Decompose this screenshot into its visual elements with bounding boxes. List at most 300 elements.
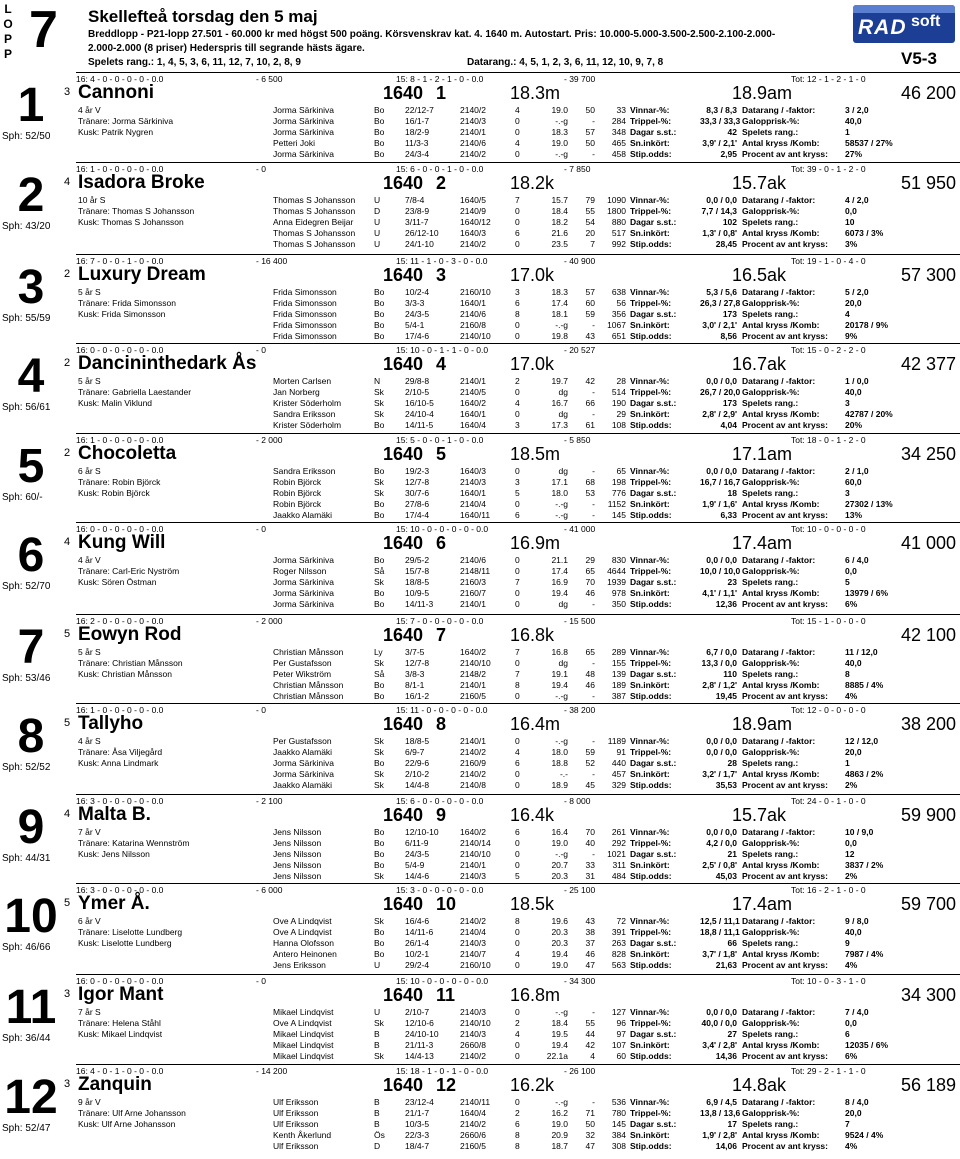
start-cell: 24/1-10: [405, 239, 434, 249]
summary-16-amount: - 16 400: [256, 256, 288, 266]
start-cell: Jorma Särkiniva: [273, 769, 334, 779]
start-cell: 6: [515, 228, 520, 238]
stat-value: 16,7 / 16,7: [700, 477, 741, 487]
start-cell: Jens Nilsson: [273, 838, 322, 848]
start-cell: 29: [616, 409, 626, 419]
horse-info-line: Tränare: Christian Månsson: [78, 658, 183, 668]
start-cell: 0: [515, 116, 520, 126]
summary-16-amount: - 0: [256, 164, 266, 174]
start-cell: 2140/6: [460, 555, 486, 565]
start-cell: 21.1: [551, 555, 568, 565]
start-cell: 16.4: [551, 827, 568, 837]
horse-entry: [0, 343, 960, 433]
start-cell: 2140/4: [460, 927, 486, 937]
stat-value: 12,36: [715, 599, 737, 609]
horse-entry: [0, 1064, 960, 1154]
best-time: 14.8ak: [732, 1075, 787, 1095]
stat-value: 173: [722, 398, 737, 408]
start-cell: Jorma Särkiniva: [273, 758, 334, 768]
horse-info-line: Kusk: Thomas S Johansson: [78, 217, 184, 227]
start-cell: Jens Nilsson: [273, 860, 322, 870]
horse-number: 5: [64, 717, 71, 729]
start-cell: 60: [585, 298, 595, 308]
stat-label: Dagar s.st.:: [630, 758, 677, 768]
stat-value: 60,0: [845, 477, 862, 487]
start-cell: -: [592, 510, 595, 520]
start-cell: Bo: [374, 691, 385, 701]
stat-value: 28: [727, 758, 737, 768]
stat-value: 6%: [845, 599, 858, 609]
summary-16-amount: - 2 000: [256, 435, 283, 445]
start-cell: 6: [515, 1119, 520, 1129]
start-cell: 71: [585, 1108, 595, 1118]
start-cell: B: [374, 1029, 380, 1039]
start-cell: 20.3: [551, 871, 568, 881]
start-cell: 14/4-6: [405, 871, 430, 881]
summary-total: Tot: 19 - 1 - 0 - 4 - 0: [791, 256, 866, 266]
stat-label: Spelets rang.:: [742, 758, 799, 768]
stat-label: Antal kryss /Komb:: [742, 1130, 820, 1140]
datarang: Datarang.: 4, 5, 1, 2, 3, 6, 11, 12, 10, 9, 7, 8: [467, 57, 664, 68]
start-position: 1: [17, 79, 45, 132]
start-row: [0, 488, 960, 499]
start-cell: -: [592, 691, 595, 701]
start-cell: N: [374, 376, 381, 386]
start-cell: 198: [611, 477, 626, 487]
horse-name: Zanquin: [78, 1074, 152, 1095]
stat-value: 3,9' / 2,1': [702, 138, 737, 148]
stat-value: 21,63: [715, 960, 737, 970]
start-cell: -.-g: [555, 320, 568, 330]
start-position: 8: [17, 710, 45, 763]
start-cell: 44: [585, 1029, 595, 1039]
best-time: 17.4am: [732, 894, 793, 914]
start-cell: Thomas S Johansson: [273, 228, 356, 238]
horse-info-line: 4 år V: [78, 555, 101, 565]
start-cell: 17/4-6: [405, 331, 430, 341]
start-cell: Christian Månsson: [273, 680, 344, 690]
stat-value: 26,3 / 27,8: [700, 298, 741, 308]
stat-label: Sn.inkört:: [630, 769, 670, 779]
stat-label: Trippel-%:: [630, 206, 672, 216]
start-cell: 16/1-7: [405, 116, 430, 126]
start-cell: 45: [585, 780, 595, 790]
stat-value: 40,0: [845, 927, 862, 937]
stat-label: Spelets rang.:: [742, 669, 799, 679]
horse-name: Eowyn Rod: [78, 624, 182, 645]
stat-label: Spelets rang.:: [742, 309, 799, 319]
horse-name: Chocoletta: [78, 443, 177, 464]
stat-label: Procent av ant kryss:: [742, 599, 828, 609]
summary-total: Tot: 12 - 0 - 0 - 0 - 0: [791, 705, 866, 715]
stat-label: Trippel-%:: [630, 1108, 672, 1118]
start-cell: Bo: [374, 287, 385, 297]
start-cell: 391: [611, 927, 626, 937]
start-cell: 1067: [607, 320, 626, 330]
start-spår: 11: [436, 985, 456, 1005]
stat-value: 20,0: [845, 747, 862, 757]
start-cell: 2: [515, 1108, 520, 1118]
prize-money: 34 300: [900, 985, 956, 1005]
start-cell: 14/4-8: [405, 780, 430, 790]
start-cell: 2140/6: [460, 138, 486, 148]
start-cell: 23/12-4: [405, 1097, 434, 1107]
start-cell: 16.2: [551, 1108, 568, 1118]
start-cell: Jens Nilsson: [273, 871, 322, 881]
stat-value: 7 / 4,0: [845, 1007, 869, 1017]
stat-value: 27302 / 13%: [845, 499, 893, 509]
start-cell: 7: [515, 669, 520, 679]
prize-money: 38 200: [900, 714, 956, 734]
start-cell: 2140/2: [460, 105, 486, 115]
start-cell: -.-g: [555, 1097, 568, 1107]
start-cell: -.-g: [555, 116, 568, 126]
start-cell: Jaakko Alamäki: [273, 747, 333, 757]
stat-value: 4,1' / 1,1': [702, 588, 737, 598]
stat-label: Sn.inkört:: [630, 1130, 670, 1140]
start-cell: Per Gustafsson: [273, 658, 332, 668]
start-cell: 19.5: [551, 1029, 568, 1039]
summary-16-amount: - 0: [256, 976, 266, 986]
start-cell: 2140/2: [460, 239, 486, 249]
start-cell: 24/3-4: [405, 149, 430, 159]
start-row: [0, 1018, 960, 1029]
stat-value: 66: [727, 938, 737, 948]
start-cell: Jorma Särkiniva: [273, 116, 334, 126]
stat-value: 3,0' / 2,1': [702, 320, 737, 330]
start-cell: 61: [585, 420, 595, 430]
start-cell: U: [374, 239, 381, 249]
summary-16-amount: - 6 500: [256, 74, 283, 84]
start-cell: 465: [611, 138, 626, 148]
start-spår: 2: [436, 173, 447, 193]
start-position: 5: [17, 440, 45, 493]
horse-entry: [0, 703, 960, 793]
start-cell: Sk: [374, 477, 384, 487]
start-cell: 4644: [607, 566, 626, 576]
stat-value: 42787 / 20%: [845, 409, 893, 419]
start-cell: Mikael Lindqvist: [273, 1007, 334, 1017]
horse-info-line: 5 år S: [78, 376, 101, 386]
summary-15-amount: - 25 100: [564, 885, 596, 895]
stat-label: Procent av ant kryss:: [742, 149, 828, 159]
start-position: 9: [17, 801, 45, 854]
summary-total: Tot: 24 - 0 - 1 - 0 - 0: [791, 796, 866, 806]
start-cell: 79: [585, 195, 595, 205]
stat-label: Vinnar-%:: [630, 105, 670, 115]
start-cell: 2140/2: [460, 769, 486, 779]
horse-name: Tallyho: [78, 713, 144, 734]
start-cell: -: [592, 466, 595, 476]
start-cell: 1152: [607, 499, 626, 509]
horse-info-line: Tränare: Frida Simonsson: [78, 298, 176, 308]
record-time: 18.2k: [510, 173, 555, 193]
best-time: 18.9am: [732, 714, 793, 734]
summary-15-amount: - 15 500: [564, 616, 596, 626]
horse-number: 4: [64, 536, 71, 548]
start-cell: -.-g: [555, 1007, 568, 1017]
lopp-letter: L: [4, 2, 12, 16]
start-cell: 356: [611, 309, 626, 319]
start-row: [0, 127, 960, 138]
stat-value: 102: [722, 217, 737, 227]
sph-stat: Sph: 43/20: [2, 221, 51, 232]
start-cell: 3: [515, 477, 520, 487]
sph-stat: Sph: 56/61: [2, 402, 51, 413]
stat-value: 4863 / 2%: [845, 769, 884, 779]
stat-label: Galopprisk-%:: [742, 387, 800, 397]
start-cell: 19.8: [551, 331, 568, 341]
stat-label: Vinnar-%:: [630, 1007, 670, 1017]
start-cell: 16/10-5: [405, 398, 434, 408]
stat-value: 4%: [845, 960, 858, 970]
start-cell: 0: [515, 409, 520, 419]
start-spår: 7: [436, 625, 447, 645]
start-cell: 2140/1: [460, 599, 486, 609]
distance: 1640: [383, 265, 424, 285]
stat-value: 20178 / 9%: [845, 320, 889, 330]
stat-value: 13,3 / 0,0: [701, 658, 737, 668]
start-cell: 97: [616, 1029, 626, 1039]
start-cell: 2160/5: [460, 1141, 486, 1151]
start-spår: 4: [436, 354, 447, 374]
start-cell: 0: [515, 555, 520, 565]
prize-money: 42 100: [900, 625, 956, 645]
start-cell: 2/10-2: [405, 769, 430, 779]
summary-15: 15: 18 - 1 - 0 - 1 - 0 - 0.0: [396, 1066, 489, 1076]
start-cell: 2140/2: [460, 747, 486, 757]
start-cell: 43: [585, 916, 595, 926]
start-cell: -: [592, 387, 595, 397]
stat-value: 58537 / 27%: [845, 138, 893, 148]
start-cell: Antero Heinonen: [273, 949, 337, 959]
summary-15: 15: 5 - 0 - 0 - 1 - 0 - 0.0: [396, 435, 484, 445]
race-prizes: 2.000-2.000 (8 priser) Hederspris till segrande hästs ägare.: [88, 43, 365, 54]
start-cell: Bo: [374, 827, 385, 837]
stat-label: Vinnar-%:: [630, 1097, 670, 1107]
stat-label: Stip.odds:: [630, 331, 672, 341]
stat-value: 35,53: [715, 780, 737, 790]
start-cell: 2148/11: [460, 566, 491, 576]
start-cell: 6: [515, 758, 520, 768]
stat-value: 1,9' / 1,6': [702, 499, 737, 509]
stat-value: 11 / 12,0: [845, 647, 878, 657]
record-time: 17.0k: [510, 354, 555, 374]
stat-label: Antal kryss /Komb:: [742, 860, 820, 870]
start-cell: 0: [515, 1051, 520, 1061]
lopp-letter: O: [3, 17, 13, 31]
start-cell: 2660/6: [460, 1130, 486, 1140]
stat-value: 6%: [845, 1051, 858, 1061]
start-cell: Hanna Olofsson: [273, 938, 334, 948]
start-cell: Bo: [374, 927, 385, 937]
stat-value: 40,0: [845, 387, 862, 397]
stat-label: Dagar s.st.:: [630, 398, 677, 408]
start-cell: Robin Björck: [273, 477, 322, 487]
start-row: [0, 309, 960, 320]
summary-15-amount: - 39 700: [564, 74, 596, 84]
horse-entry: [0, 974, 960, 1064]
start-cell: 4: [515, 1029, 520, 1039]
start-cell: 12/7-8: [405, 477, 430, 487]
race-header: [0, 0, 960, 74]
stat-label: Vinnar-%:: [630, 287, 670, 297]
start-cell: 289: [611, 647, 626, 657]
summary-15-amount: - 38 200: [564, 705, 596, 715]
stat-value: 20,0: [845, 1108, 862, 1118]
start-cell: Ulf Eriksson: [273, 1141, 319, 1151]
start-cell: -.-g: [555, 149, 568, 159]
start-cell: U: [374, 217, 381, 227]
start-cell: -: [592, 409, 595, 419]
stat-label: Spelets rang.:: [742, 938, 799, 948]
start-cell: 42: [585, 1040, 595, 1050]
stat-value: 45,03: [715, 871, 737, 881]
horse-info-line: Tränare: Robin Björck: [78, 477, 161, 487]
start-cell: 2140/2: [460, 149, 486, 159]
stat-label: Trippel-%:: [630, 1018, 672, 1028]
stat-value: 3%: [845, 239, 858, 249]
start-cell: 26/12-10: [405, 228, 439, 238]
best-time: 16.7ak: [732, 354, 787, 374]
start-cell: -: [592, 769, 595, 779]
start-cell: 5/4-9: [405, 860, 425, 870]
stat-label: Stip.odds:: [630, 1141, 672, 1151]
distance: 1640: [383, 1075, 424, 1095]
stat-value: 19,45: [715, 691, 737, 701]
start-cell: 52: [585, 758, 595, 768]
start-cell: 18.3: [551, 287, 568, 297]
stat-value: 4 / 2,0: [845, 195, 869, 205]
start-cell: 563: [611, 960, 626, 970]
stat-label: Sn.inkört:: [630, 860, 670, 870]
start-cell: Bo: [374, 331, 385, 341]
start-cell: 32: [585, 1130, 595, 1140]
summary-16: 16: 4 - 0 - 1 - 0 - 0 - 0.0: [76, 1066, 164, 1076]
start-cell: 47: [585, 1141, 595, 1151]
stat-value: 20,0: [845, 298, 862, 308]
start-cell: Sk: [374, 488, 384, 498]
lopp-letter: P: [3, 32, 12, 46]
start-cell: Bo: [374, 320, 385, 330]
stat-label: Vinnar-%:: [630, 916, 670, 926]
start-cell: 14/11-3: [405, 599, 434, 609]
stat-value: 6,9 / 4,5: [706, 1097, 737, 1107]
stat-label: Trippel-%:: [630, 477, 672, 487]
stat-label: Datarang / -faktor:: [742, 1097, 816, 1107]
stat-value: 3,2' / 1,7': [702, 769, 737, 779]
start-cell: 1640/4: [460, 420, 486, 430]
stat-value: 1: [845, 758, 850, 768]
stat-label: Datarang / -faktor:: [742, 287, 816, 297]
start-position: 2: [17, 169, 45, 222]
start-cell: Bo: [374, 680, 385, 690]
start-cell: Jaakko Alamäki: [273, 780, 333, 790]
stat-label: Antal kryss /Komb:: [742, 769, 820, 779]
summary-15: 15: 3 - 0 - 0 - 0 - 0 - 0.0: [396, 885, 484, 895]
stat-value: 0,0 / 0,0: [706, 195, 737, 205]
stat-label: Stip.odds:: [630, 871, 672, 881]
start-cell: 3/3-3: [405, 298, 425, 308]
stat-label: Galopprisk-%:: [742, 116, 800, 126]
stat-value: 27%: [845, 149, 863, 159]
summary-16: 16: 0 - 0 - 0 - 0 - 0 - 0.0: [76, 976, 164, 986]
stat-value: 0,0: [845, 838, 857, 848]
start-cell: 17/4-4: [405, 510, 430, 520]
start-cell: 12/7-8: [405, 658, 430, 668]
stat-label: Antal kryss /Komb:: [742, 320, 820, 330]
start-cell: Mikael Lindqvist: [273, 1040, 334, 1050]
horse-info-line: Tränare: Helena Ståhl: [78, 1018, 161, 1028]
horse-name: Malta B.: [78, 804, 151, 825]
stat-value: 4,04: [720, 420, 737, 430]
start-row: [0, 736, 960, 747]
best-time: 15.7ak: [732, 173, 787, 193]
start-cell: -: [592, 599, 595, 609]
start-cell: Bo: [374, 860, 385, 870]
start-cell: Thomas S Johansson: [273, 206, 356, 216]
start-cell: 2140/3: [460, 1029, 486, 1039]
start-cell: Christian Månsson: [273, 647, 344, 657]
start-cell: 348: [611, 127, 626, 137]
stat-label: Datarang / -faktor:: [742, 827, 816, 837]
stat-label: Galopprisk-%:: [742, 1018, 800, 1028]
horse-info-line: Kusk: Christian Månsson: [78, 669, 173, 679]
stat-value: 13,8 / 13,6: [700, 1108, 741, 1118]
v5-label: V5-3: [901, 49, 937, 68]
start-cell: 59: [585, 747, 595, 757]
start-cell: 18/8-5: [405, 736, 430, 746]
horse-name: Cannoni: [78, 82, 154, 103]
sph-stat: Sph: 52/70: [2, 581, 51, 592]
start-cell: 329: [611, 780, 626, 790]
stat-label: Galopprisk-%:: [742, 658, 800, 668]
start-cell: dg: [558, 466, 568, 476]
start-cell: Thomas S Johansson: [273, 239, 356, 249]
start-cell: 17.4: [551, 566, 568, 576]
start-cell: 978: [611, 588, 626, 598]
start-cell: Sk: [374, 747, 384, 757]
horse-info-line: Tränare: Katarina Wennström: [78, 838, 190, 848]
start-row: [0, 195, 960, 206]
start-cell: 0: [515, 239, 520, 249]
logo-rad-text: RAD: [858, 16, 907, 39]
stat-value: 0,0: [845, 566, 857, 576]
start-cell: 70: [585, 577, 595, 587]
stat-value: 12,5 / 11,1: [700, 916, 740, 926]
stat-label: Galopprisk-%:: [742, 1108, 800, 1118]
start-cell: 18.2: [551, 217, 568, 227]
stat-label: Dagar s.st.:: [630, 488, 677, 498]
stat-label: Vinnar-%:: [630, 555, 670, 565]
start-cell: Sk: [374, 916, 384, 926]
start-cell: 17.3: [551, 420, 568, 430]
record-time: 16.2k: [510, 1075, 555, 1095]
start-cell: 0: [515, 217, 520, 227]
start-cell: 830: [611, 555, 626, 565]
start-cell: 22/3-3: [405, 1130, 430, 1140]
start-cell: 19.7: [551, 376, 568, 386]
stat-label: Stip.odds:: [630, 149, 672, 159]
start-cell: 18.4: [551, 206, 568, 216]
start-cell: 0: [515, 149, 520, 159]
start-cell: 2140/4: [460, 499, 486, 509]
start-row: [0, 387, 960, 398]
stat-value: 0,0 / 0,0: [706, 747, 737, 757]
start-cell: 22/12-7: [405, 105, 434, 115]
start-row: [0, 577, 960, 588]
start-cell: 263: [611, 938, 626, 948]
